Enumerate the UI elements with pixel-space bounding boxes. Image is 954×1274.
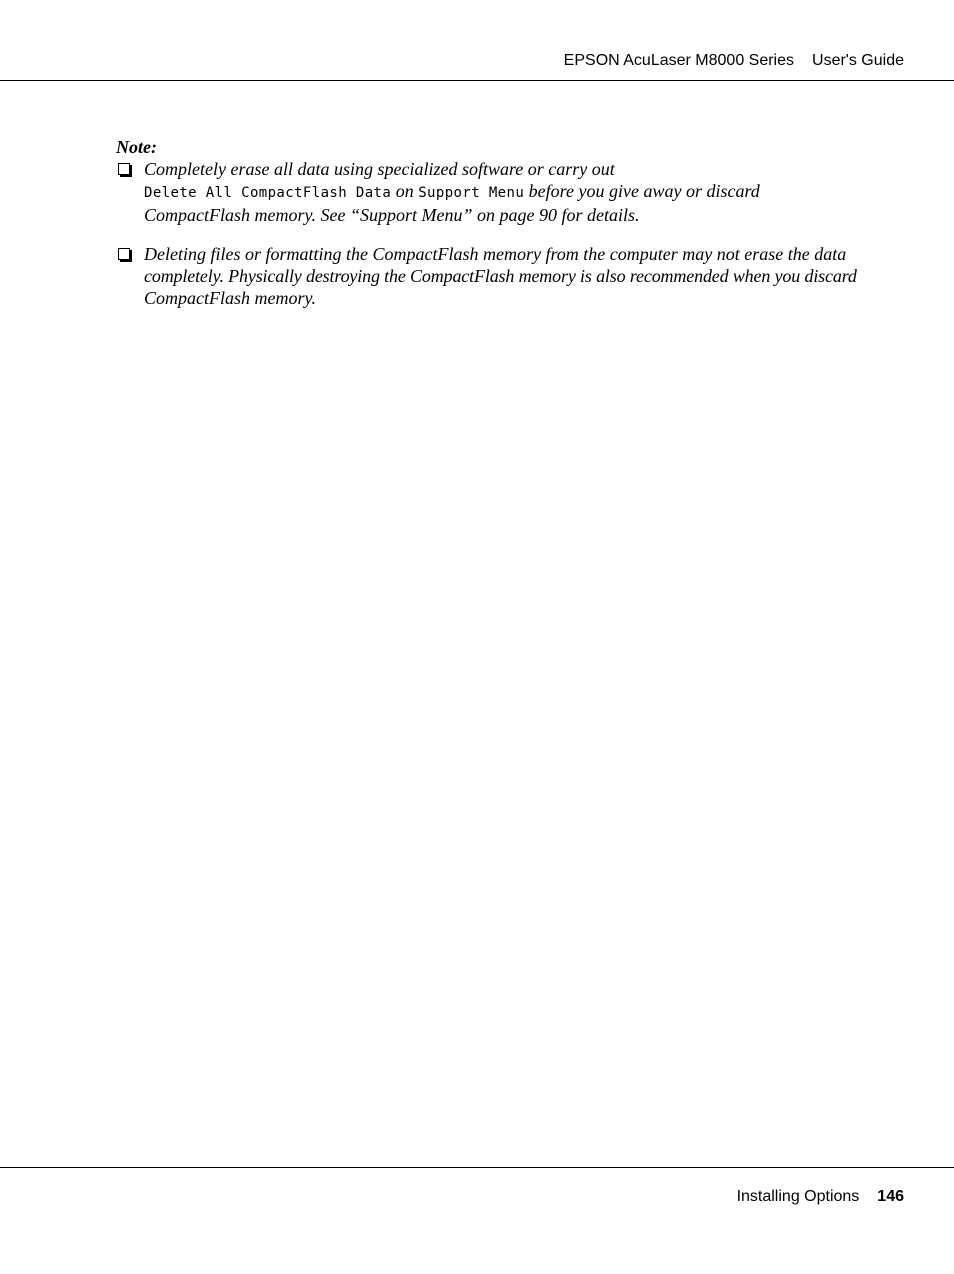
note-item-text: before you give away or discard: [528, 181, 760, 201]
menu-name-code: Support Menu: [418, 185, 525, 201]
note-item-line: CompactFlash memory. See “Support Menu” on page 90 for details.: [144, 205, 640, 225]
note-item-line: Completely erase all data using specialized software or carry out: [144, 159, 615, 179]
note-item-erase-data: [116, 158, 886, 226]
note-item-line: completely. Physically destroying the CompactFlash memory is also recommended when you discard: [144, 266, 857, 286]
footer-section-name: Installing Options: [736, 1188, 860, 1205]
header-guide-name: User's Guide: [812, 52, 904, 69]
page-number: 146: [877, 1188, 904, 1205]
note-title: Note:: [116, 137, 157, 157]
note-item-destroy-memory: [116, 243, 886, 309]
note-item-line: CompactFlash memory.: [144, 288, 316, 308]
conjunction-text: on: [395, 181, 414, 201]
header-rule: [0, 80, 954, 81]
running-footer: [737, 1186, 904, 1208]
running-header: [564, 50, 904, 72]
note-item-line: [144, 180, 886, 204]
note-block: [116, 136, 886, 309]
header-product-name: EPSON AcuLaser M8000 Series: [563, 52, 795, 69]
note-item-line: Deleting files or formatting the CompactFlash memory from the computer may not erase the data: [144, 244, 847, 264]
checkbox-bullet-icon: [118, 163, 130, 175]
footer-rule: [0, 1167, 954, 1168]
menu-item-code: Delete All CompactFlash Data: [144, 185, 392, 201]
checkbox-bullet-icon: [118, 248, 130, 260]
